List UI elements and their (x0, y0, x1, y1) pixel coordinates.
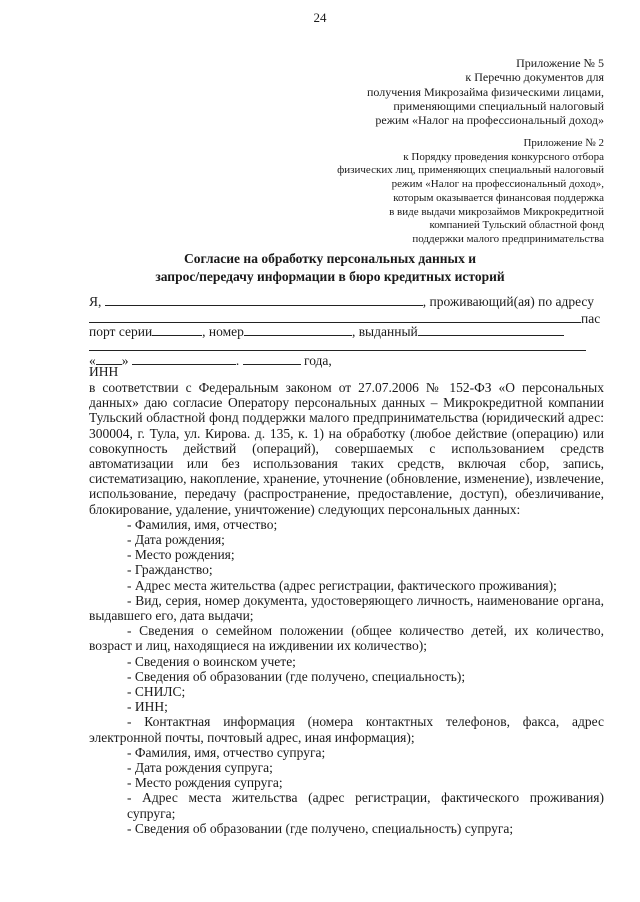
consent-body (89, 380, 604, 836)
list-item: - Сведения о семейном положении (общее количество детей, их количество, возраст и лиц, находящиеся на иждивении их количество); (89, 623, 604, 654)
appendix-line: режим «Налог на профессиональный доход», (391, 178, 604, 191)
inn-line (89, 363, 604, 380)
year-label: года, (304, 353, 332, 368)
appendix-line: поддержки малого предпринимательства (412, 232, 604, 245)
list-item: - Вид, серия, номер документа, удостоверяющего личность, наименование органа, выдавшего его, дата выдачи; (89, 592, 604, 624)
list-item: - Сведения об образовании (где получено, специальность); (127, 668, 466, 684)
quote-open: « (89, 353, 96, 368)
list-item: - Сведения об образовании (где получено, специальность) супруга; (127, 820, 514, 836)
appendix-line: к Порядку проведения конкурсного отбора (403, 150, 604, 163)
title-line: Согласие на обработку персональных данных и (184, 251, 476, 266)
issued-label: , выданный (351, 324, 418, 339)
list-item: - Адрес места жительства (адрес регистрации, фактического проживания); (127, 577, 557, 593)
list-item: - Фамилия, имя, отчество супруга; (127, 744, 326, 760)
appendix-line: режим «Налог на профессиональный доход» (375, 113, 604, 128)
port-series-label: порт серии (89, 324, 153, 339)
list-item: - Дата рождения; (127, 532, 225, 548)
address-field[interactable] (89, 309, 581, 323)
list-item: - СНИЛС; (127, 684, 186, 700)
list-item: - Фамилия, имя, отчество; (127, 516, 278, 532)
list-item: - Дата рождения супруга; (127, 760, 273, 776)
appendix-line: компанией Тульский областной фонд (429, 219, 604, 232)
issued-by-continued-field[interactable] (89, 337, 586, 351)
residing-label: , проживающий(ая) по адресу (422, 294, 594, 309)
appendix-line: к Перечню документов для (465, 70, 604, 85)
title-line: запрос/передачу информации в бюро кредитных историй (155, 269, 505, 284)
appendix-line: Приложение № 2 (523, 137, 604, 149)
passport-number-field[interactable] (244, 322, 352, 336)
appendix-line: физических лиц, применяющих специальный налоговый (337, 164, 604, 177)
list-item: - ИНН; (127, 699, 168, 715)
date-dot: . (235, 353, 240, 368)
passport-series-field[interactable] (152, 322, 202, 336)
document-title (80, 250, 580, 286)
pas-label: пас (581, 311, 601, 326)
number-label: , номер (202, 324, 244, 339)
list-item: - Место рождения супруга; (127, 775, 283, 791)
quote-close: » (121, 353, 129, 368)
appendix-5-header (367, 56, 604, 127)
appendix-2-header (337, 137, 604, 247)
consent-intro: в соответствии с Федеральным законом от 27.07.2006 № 152-ФЗ «О персональных данных» даю согласие Оператору персональных данных – Микрокредитной компании Тульский областной фонд поддержки малого предпринимательства (юридический адрес: 300004, г. Тула, ул. Кирова. д. 135, к. 1) на обработку (любое действие (операцию) или совокупность действий (операций), совершаемых с использованием средств автоматизации или без использования таких средств, включая сбор, запись, систематизацию, накопление, хранение, уточнение (обновление, изменение), извлечение, использование, передачу (распространение, предоставление, доступ), обезличивание, блокирование, удаление, уничтожение) следующих персональных данных: (89, 380, 604, 517)
appendix-line: получения Микрозайма физическими лицами, (366, 84, 604, 99)
appendix-line: в виде выдачи микрозаймов Микрокредитной (389, 205, 604, 218)
full-name-field[interactable] (105, 292, 423, 306)
list-item: - Контактная информация (номера контактных телефонов, факса, адрес электронной почты, почтовый адрес, иная информация); (89, 714, 604, 745)
list-item: - Сведения о воинском учете; (127, 653, 296, 669)
name-line (89, 292, 604, 310)
i-label: Я, (89, 294, 102, 309)
list-item: - Адрес места жительства (адрес регистрации, фактического проживания) супруга; (127, 790, 604, 821)
appendix-line: Приложение № 5 (516, 56, 604, 70)
page-number: 24 (313, 10, 327, 25)
appendix-line: которым оказывается финансовая поддержка (393, 191, 604, 204)
issued-by-field[interactable] (418, 322, 564, 336)
appendix-line: применяющими специальный налоговый (393, 98, 604, 113)
inn-label: ИНН (89, 364, 119, 379)
list-item: - Гражданство; (127, 562, 213, 578)
list-item: - Место рождения; (127, 547, 235, 563)
